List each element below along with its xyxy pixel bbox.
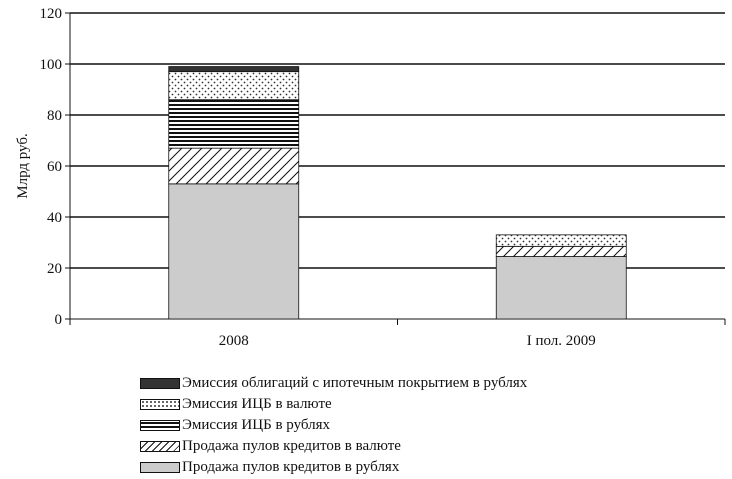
legend-label: Эмиссия ИЦБ в валюте bbox=[182, 396, 332, 412]
x-tick-label: 2008 bbox=[218, 333, 249, 349]
legend-label: Эмиссия ИЦБ в рублях bbox=[182, 417, 331, 433]
legend-item bbox=[140, 415, 527, 436]
gridlines bbox=[70, 13, 725, 268]
bars bbox=[169, 67, 627, 319]
y-tick-label: 100 bbox=[39, 57, 62, 73]
legend-label: Продажа пулов кредитов в валюте bbox=[182, 438, 401, 454]
bar-segment bbox=[169, 100, 299, 148]
legend-item bbox=[140, 457, 527, 478]
bar-segment bbox=[496, 246, 626, 256]
bar-segment bbox=[169, 72, 299, 100]
y-tick-label: 120 bbox=[39, 6, 62, 22]
bar-segment bbox=[496, 235, 626, 246]
legend-swatch bbox=[140, 441, 180, 452]
y-axis-label: Млрд руб. bbox=[15, 133, 31, 199]
y-tick-label: 0 bbox=[54, 312, 62, 328]
y-tick-label: 60 bbox=[47, 159, 62, 175]
y-tick-label: 40 bbox=[47, 210, 62, 226]
legend-swatch bbox=[140, 420, 180, 431]
bar-segment bbox=[169, 184, 299, 319]
bar-segment bbox=[169, 148, 299, 184]
y-tick-label: 80 bbox=[47, 108, 62, 124]
legend bbox=[140, 373, 527, 478]
legend-swatch bbox=[140, 462, 180, 473]
legend-label: Продажа пулов кредитов в рублях bbox=[182, 459, 400, 475]
legend-swatch bbox=[140, 399, 180, 410]
legend-item bbox=[140, 373, 527, 394]
bar-segment bbox=[496, 257, 626, 319]
x-tick-label: I пол. 2009 bbox=[526, 333, 596, 349]
legend-item bbox=[140, 436, 527, 457]
legend-swatch bbox=[140, 378, 180, 389]
legend-item bbox=[140, 394, 527, 415]
bar-segment bbox=[169, 67, 299, 72]
legend-label: Эмиссия облигаций с ипотечным покрытием в рублях bbox=[182, 375, 528, 391]
y-tick-label: 20 bbox=[47, 261, 62, 277]
